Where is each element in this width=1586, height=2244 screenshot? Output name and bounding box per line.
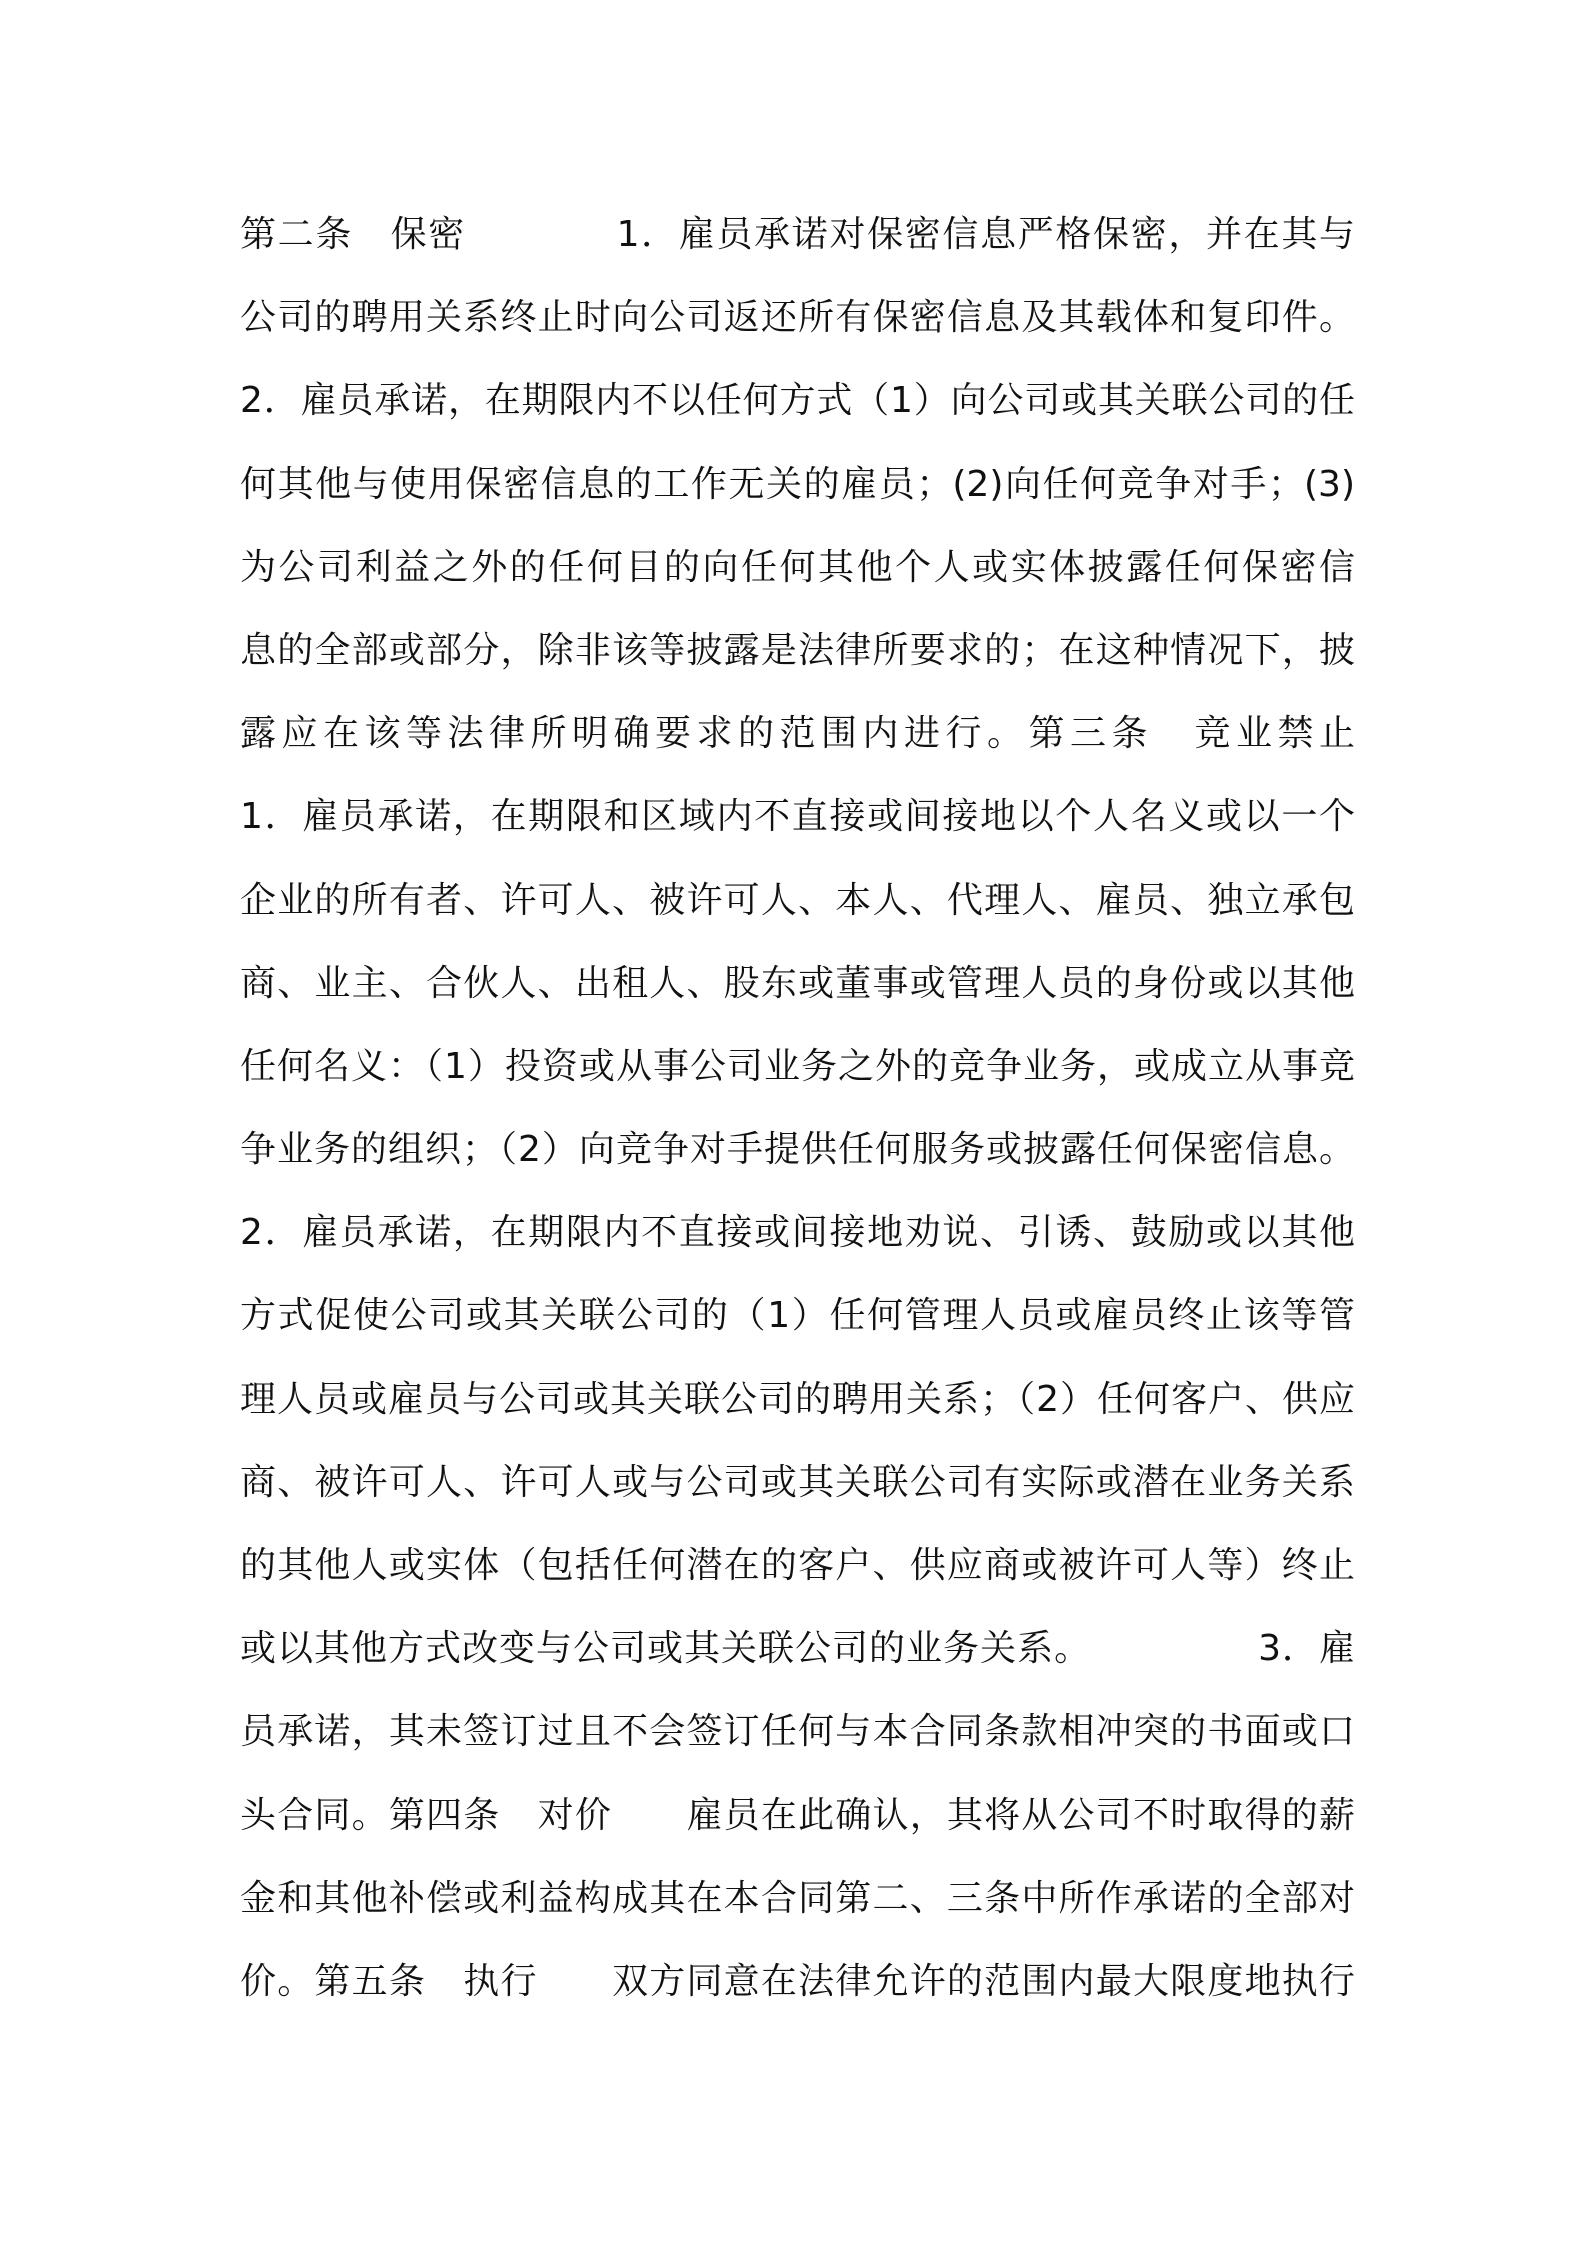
text-line: 露应在该等法律所明确要求的范围内进行。第三条 竞业禁止	[240, 713, 1355, 755]
text-line: 的其他人或实体（包括任何潜在的客户、供应商或被许可人等）终止	[240, 1545, 1355, 1586]
contract-text-body	[240, 193, 1355, 2023]
text-line: 员承诺，其未签订过且不会签订任何与本合同条款相冲突的书面或口	[240, 1711, 1355, 1753]
text-line: 1．雇员承诺，在期限和区域内不直接或间接地以个人名义或以一个	[240, 796, 1355, 838]
text-line: 何其他与使用保密信息的工作无关的雇员；(2)向任何竞争对手；(3)	[240, 463, 1355, 505]
text-line: 价。第五条 执行 双方同意在法律允许的范围内最大限度地执行	[240, 1960, 1355, 2002]
text-line: 金和其他补偿或利益构成其在本合同第二、三条中所作承诺的全部对	[240, 1877, 1355, 1919]
text-line: 头合同。第四条 对价 雇员在此确认，其将从公司不时取得的薪	[240, 1794, 1355, 1836]
text-line: 理人员或雇员与公司或其关联公司的聘用关系；（2）任何客户、供应	[240, 1378, 1355, 1420]
text-line: 为公司利益之外的任何目的向任何其他个人或实体披露任何保密信	[240, 546, 1355, 588]
text-line: 2．雇员承诺，在期限内不直接或间接地劝说、引诱、鼓励或以其他	[240, 1212, 1355, 1254]
text-line: 任何名义：（1）投资或从事公司业务之外的竞争业务，或成立从事竞	[240, 1045, 1355, 1087]
text-line: 争业务的组织；（2）向竞争对手提供任何服务或披露任何保密信息。	[240, 1129, 1355, 1171]
text-line: 第二条 保密 1．雇员承诺对保密信息严格保密，并在其与	[240, 214, 1355, 255]
text-line: 方式促使公司或其关联公司的（1）任何管理人员或雇员终止该等管	[240, 1295, 1355, 1337]
text-line: 商、被许可人、许可人或与公司或其关联公司有实际或潜在业务关系	[240, 1461, 1355, 1503]
text-line: 商、业主、合伙人、出租人、股东或董事或管理人员的身份或以其他	[240, 962, 1355, 1004]
text-line: 息的全部或部分，除非该等披露是法律所要求的；在这种情况下，披	[240, 629, 1355, 671]
text-line: 或以其他方式改变与公司或其关联公司的业务关系。 3．雇	[240, 1628, 1355, 1670]
text-line: 2．雇员承诺，在期限内不以任何方式（1）向公司或其关联公司的任	[240, 380, 1355, 422]
text-line: 企业的所有者、许可人、被许可人、本人、代理人、雇员、独立承包	[240, 879, 1355, 921]
text-line: 公司的聘用关系终止时向公司返还所有保密信息及其载体和复印件。	[240, 297, 1355, 339]
